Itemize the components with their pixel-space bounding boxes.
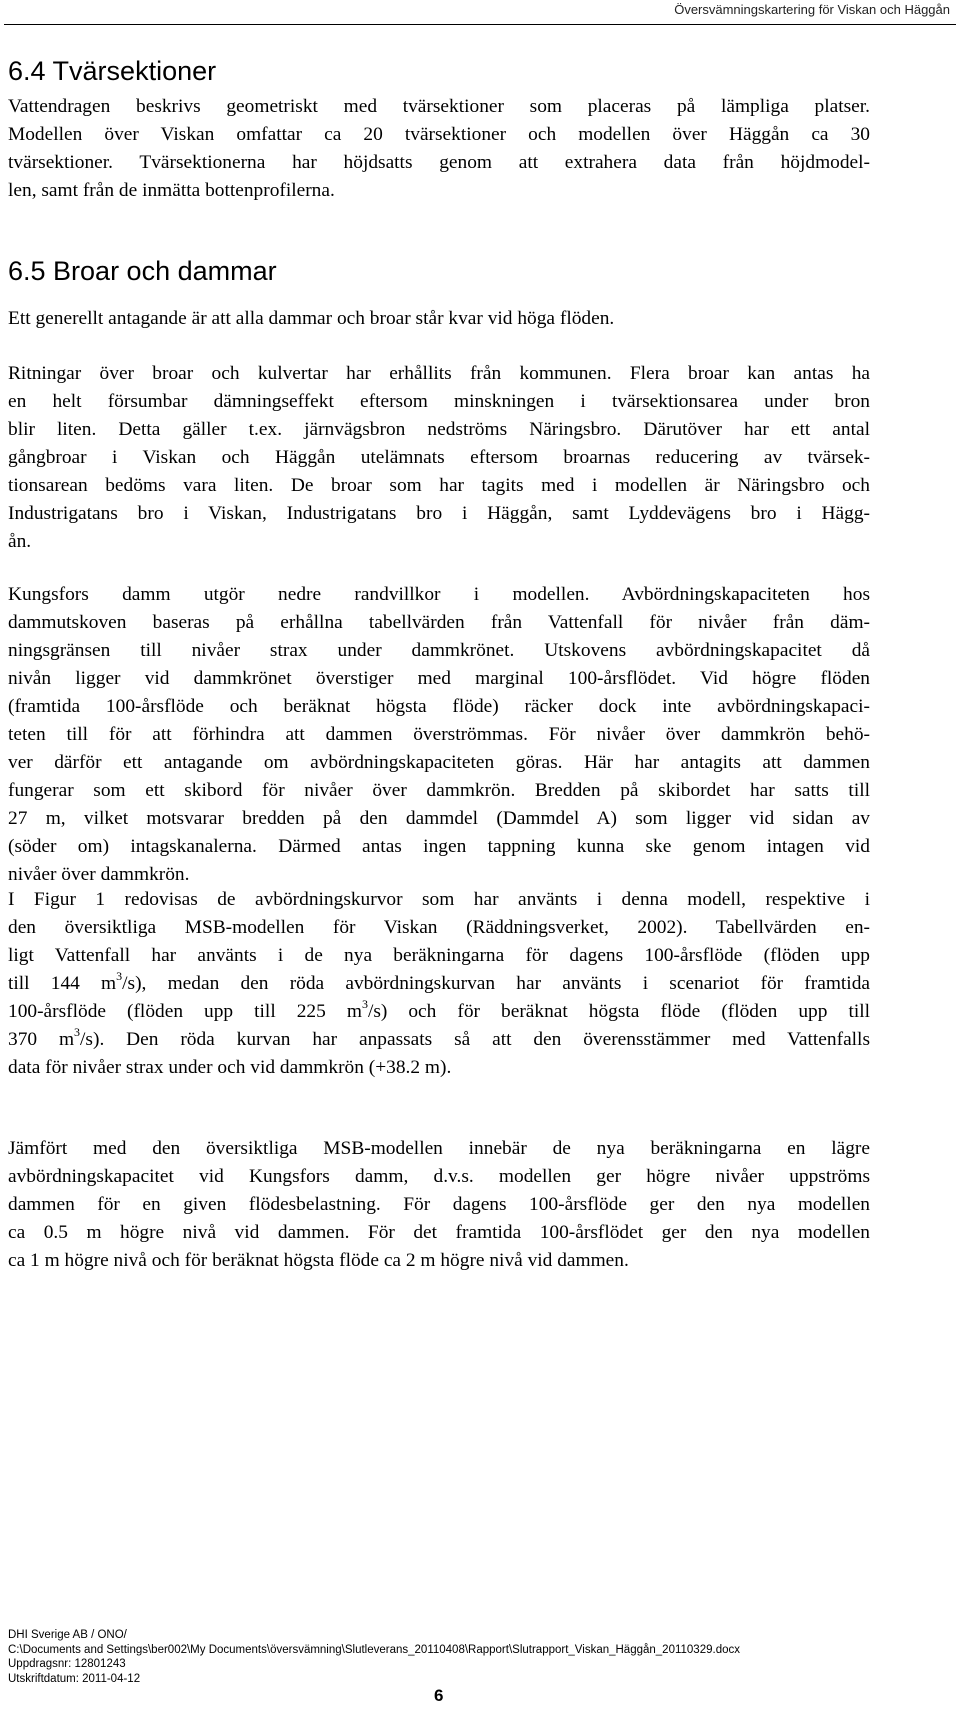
text-line: len, samt från de inmätta bottenprofilerna. bbox=[8, 180, 335, 201]
text-line: Industrigatans bro i Viskan, Industrigatans bro i Häggån, samt Lyddevägens bro i Hägg- bbox=[8, 503, 870, 524]
paragraph-antagande bbox=[8, 305, 870, 333]
text-line: fungerar som ett skibord för nivåer över dammkrön. Bredden på skibordet har satts till bbox=[8, 780, 870, 801]
text-line bbox=[8, 970, 870, 998]
text-line: ca 1 m högre nivå och för beräknat högsta flöde ca 2 m högre nivå vid dammen. bbox=[8, 1250, 629, 1271]
text-line: Jämfört med den översiktliga MSB-modellen innebär de nya beräkningarna en lägre bbox=[8, 1138, 870, 1159]
text-line: Ett generellt antagande är att alla dammar och broar står kvar vid höga flöden. bbox=[8, 308, 615, 329]
text-line: teten till för att förhindra att dammen överströmmas. För nivåer över dammkrön behö- bbox=[8, 724, 870, 745]
text-line bbox=[8, 998, 870, 1026]
text-line: dammutskoven baseras på erhållna tabellvärden från Vattenfall för nivåer från däm- bbox=[8, 612, 870, 633]
text-line: Modellen över Viskan omfattar ca 20 tvärsektioner och modellen över Häggån ca 30 bbox=[8, 124, 870, 145]
text-line bbox=[8, 1026, 870, 1054]
text-line: tvärsektioner. Tvärsektionerna har höjdsatts genom att extrahera data från höjdmodel- bbox=[8, 152, 870, 173]
superscript-3: 3 bbox=[74, 1025, 81, 1039]
text-line: avbördningskapacitet vid Kungsfors damm, d.v.s. modellen ger högre nivåer uppströms bbox=[8, 1166, 870, 1187]
paragraph-jamforelse bbox=[8, 1135, 870, 1275]
text-line: Kungsfors damm utgör nedre randvillkor i modellen. Avbördningskapaciteten hos bbox=[8, 584, 870, 605]
text-line: ligt Vattenfall har använts i de nya beräkningarna för dagens 100-årsflöde (flöden upp bbox=[8, 945, 870, 966]
paragraph-kungsfors-damm bbox=[8, 581, 870, 889]
section-heading-6-5: 6.5 Broar och dammar bbox=[8, 256, 277, 286]
superscript-3: 3 bbox=[116, 969, 123, 983]
paragraph-avbordningskurvor bbox=[8, 886, 870, 1082]
text-line: Ritningar över broar och kulvertar har erhållits från kommunen. Flera broar kan antas ha bbox=[8, 363, 870, 384]
text-line: ver därför ett antagande om avbördningskapaciteten göras. Här har antagits att dammen bbox=[8, 752, 870, 773]
section-heading-6-4: 6.4 Tvärsektioner bbox=[8, 56, 217, 86]
text-run: till 144 m bbox=[8, 973, 117, 994]
document-footer bbox=[8, 1628, 740, 1686]
text-line: dammen för en given flödesbelastning. För dagens 100-årsflöde ger den nya modellen bbox=[8, 1194, 870, 1215]
text-line: (framtida 100-årsflöde och beräknat högsta flöde) räcker dock inte avbördningskapaci- bbox=[8, 696, 870, 717]
text-line: data för nivåer strax under och vid dammkrön (+38.2 m). bbox=[8, 1057, 452, 1078]
paragraph-broar bbox=[8, 360, 870, 556]
header-divider bbox=[4, 24, 956, 25]
text-line: (söder om) intagskanalerna. Därmed antas ingen tappning kunna ske genom intagen vid bbox=[8, 836, 870, 857]
page-number: 6 bbox=[434, 1686, 444, 1705]
footer-order-number: Uppdragsnr: 12801243 bbox=[8, 1658, 126, 1670]
text-line: I Figur 1 redovisas de avbördningskurvor som har använts i denna modell, respektive i bbox=[8, 889, 870, 910]
text-line: ningsgränsen till nivåer strax under dammkrönet. Utskovens avbördningskapacitet då bbox=[8, 640, 870, 661]
text-run: /s) och för beräknat högsta flöde (flöden upp till bbox=[367, 1001, 870, 1022]
text-line: en helt försumbar dämningseffekt eftersom minskningen i tvärsektionsarea under bron bbox=[8, 391, 870, 412]
text-line: ån. bbox=[8, 531, 32, 552]
text-line: blir liten. Detta gäller t.ex. järnvägsbron nedströms Näringsbro. Därutöver har ett antal bbox=[8, 419, 870, 440]
footer-file-path: C:\Documents and Settings\ber002\My Documents\översvämning\Slutleverans_20110408\Rapport\Slutrapport_Viskan_Häggån_20110329.docx bbox=[8, 1643, 740, 1656]
text-run: /s). Den röda kurvan har anpassats så att den överensstämmer med Vattenfalls bbox=[80, 1029, 870, 1050]
running-header-title: Översvämningskartering för Viskan och Häggån bbox=[674, 2, 950, 17]
footer-company: DHI Sverige AB / ONO/ bbox=[8, 1629, 127, 1641]
text-line: gångbroar i Viskan och Häggån utelämnats eftersom broarnas reducering av tvärsek- bbox=[8, 447, 870, 468]
paragraph-tvarsektioner bbox=[8, 93, 870, 205]
text-run: /s), medan den röda avbördningskurvan har använts i scenariot för framtida bbox=[122, 973, 870, 994]
text-line: Vattendragen beskrivs geometriskt med tvärsektioner som placeras på lämpliga platser. bbox=[8, 96, 870, 117]
footer-print-date: Utskriftdatum: 2011-04-12 bbox=[8, 1672, 141, 1685]
text-line: den översiktliga MSB-modellen för Viskan (Räddningsverket, 2002). Tabellvärden en- bbox=[8, 917, 870, 938]
text-line: nivåer över dammkrön. bbox=[8, 864, 190, 885]
text-line: nivån ligger vid dammkrönet överstiger med marginal 100-årsflödet. Vid högre flöden bbox=[8, 668, 870, 689]
superscript-3: 3 bbox=[361, 997, 368, 1011]
text-run: 370 m bbox=[8, 1029, 75, 1050]
text-line: tionsarean bedöms vara liten. De broar som har tagits med i modellen är Näringsbro och bbox=[8, 475, 870, 496]
text-line: ca 0.5 m högre nivå vid dammen. För det framtida 100-årsflödet ger den nya modellen bbox=[8, 1222, 870, 1243]
text-run: 100-årsflöde (flöden upp till 225 m bbox=[8, 1001, 362, 1022]
text-line: 27 m, vilket motsvarar bredden på den dammdel (Dammdel A) som ligger vid sidan av bbox=[8, 808, 870, 829]
